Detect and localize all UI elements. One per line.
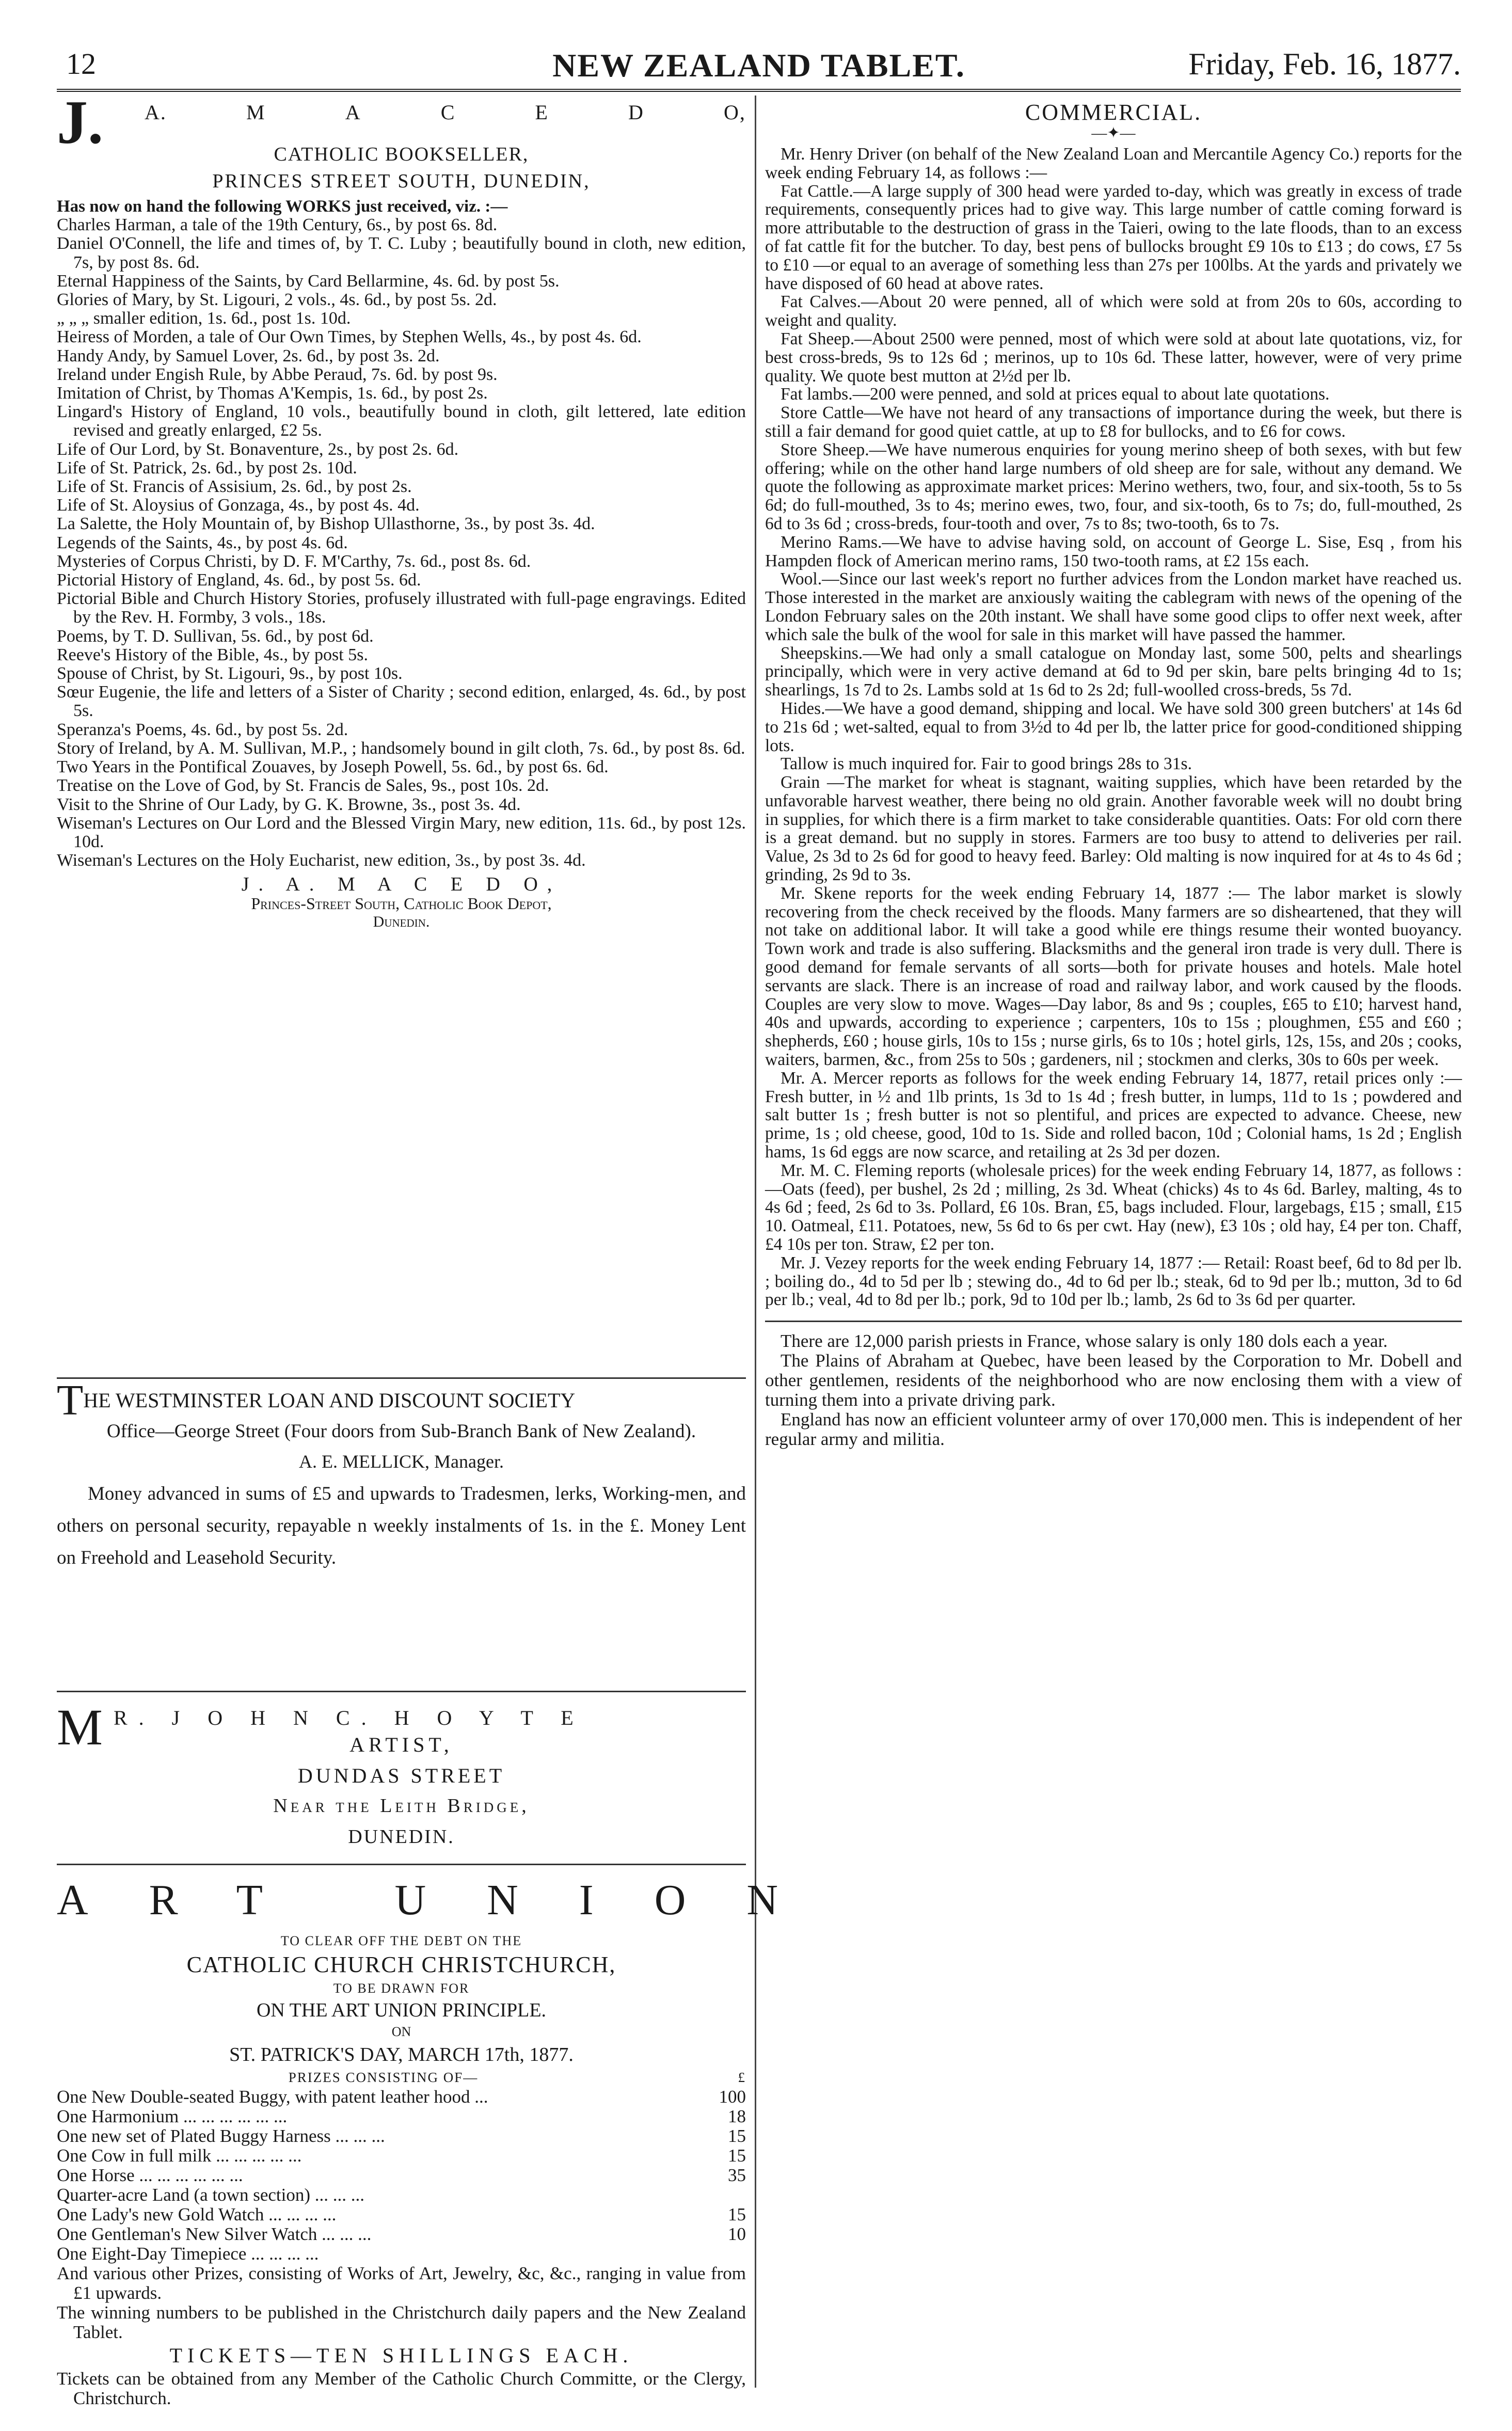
- name-letter: E: [535, 101, 549, 124]
- prize-name: One Harmonium ... ... ... ... ... ...: [57, 2107, 288, 2126]
- prize-name: One New Double-seated Buggy, with patent leather hood ...: [57, 2087, 488, 2107]
- commercial-heading: COMMERCIAL.: [1025, 100, 1202, 125]
- work-item: Two Years in the Pontifical Zouaves, by Joseph Powell, 5s. 6d., by post 6s. 6d.: [57, 757, 609, 777]
- divider: [765, 1321, 1462, 1322]
- prize-value: 10: [728, 2224, 746, 2244]
- prize-row: [57, 2244, 746, 2264]
- prize-row: [57, 2205, 746, 2225]
- work-item: Story of Ireland, by A. M. Sullivan, M.P., ; handsomely bound in gilt cloth, 7s. 6d., by post 8s. 6d.: [57, 738, 745, 758]
- prize-value: 35: [728, 2165, 746, 2185]
- name-letter: C: [440, 101, 456, 124]
- prize-value: [710, 2244, 746, 2264]
- macedo-name: [145, 100, 746, 124]
- art-union-tickets: TICKETS—TEN SHILLINGS EACH.: [169, 2344, 633, 2367]
- right-column: [765, 94, 1462, 1449]
- work-item: Reeve's History of the Bible, 4s., by post 5s.: [57, 645, 368, 664]
- work-item: Lingard's History of England, 10 vols., beautifully bound in cloth, gilt lettered, late edition revised and greatly enlarged, £2 5s.: [57, 402, 746, 440]
- work-item: Wiseman's Lectures on the Holy Eucharist, new edition, 3s., by post 3s. 4d.: [57, 851, 586, 870]
- prize-row: [57, 2146, 746, 2166]
- report-paragraph: Fat Cattle.—A large supply of 300 head were yarded to-day, which was greatly in excess of trade requirements, consequently prices had to give way. This large number of cattle coming forward is more attributable to the destruction of grass in the Taieri, owing to the late floods, than to an excess of fat cattle fit for the butcher. To day, best pens of bullocks brought £9 10s to £13 ; do cows, £7 5s to £10 —or equal to an average of something less than 27s per 100lbs. At the yards and privately we have disposed of 60 head at above rates.: [765, 181, 1462, 293]
- name-letter: M: [246, 101, 266, 124]
- macedo-advertisement: [57, 88, 746, 1364]
- works-intro: Has now on hand the following WORKS just received, viz. :—: [57, 197, 508, 216]
- art-union-various: And various other Prizes, consisting of Works of Art, Jewelry, &c, &c., ranging in value from £1 upwards.: [57, 2263, 746, 2303]
- work-item: „ „ „ smaller edition, 1s. 6d., post 1s. 10d.: [57, 309, 351, 328]
- prize-name: One Cow in full milk ... ... ... ... ...: [57, 2146, 302, 2166]
- macedo-trade: CATHOLIC BOOKSELLER,: [274, 144, 529, 165]
- report-paragraph: Merino Rams.—We have to advise having sold, on account of George L. Sise, Esq , from his Hampden flock of American merino rams, 150 two-tooth rams, at £2 15s each.: [765, 532, 1462, 570]
- work-item: Life of Our Lord, by St. Bonaventure, 2s., by post 2s. 6d.: [57, 439, 459, 459]
- westminster-advertisement: [57, 1368, 746, 1574]
- hoyte-name: R. J O H N C. H O Y T E: [114, 1706, 585, 1729]
- work-item: Eternal Happiness of the Saints, by Card Bellarmine, 4s. 6d. by post 5s.: [57, 271, 560, 291]
- art-union-title: ART UNION: [57, 1876, 839, 1924]
- prize-value: 15: [728, 2204, 746, 2225]
- hoyte-street: DUNDAS STREET: [297, 1764, 505, 1787]
- art-union-winning: The winning numbers to be published in the Christchurch daily papers and the New Zealand Tablet.: [57, 2302, 746, 2342]
- ornament-icon: —✦—: [1091, 124, 1136, 141]
- prize-row: [57, 2225, 746, 2244]
- prize-value: 100: [719, 2087, 746, 2107]
- art-union-obtain: Tickets can be obtained from any Member of the Catholic Church Committe, or the Clergy, Christchurch.: [57, 2369, 746, 2408]
- report-paragraph: Fat lambs.—200 were penned, and sold at prices equal to about late quotations.: [781, 385, 1330, 404]
- news-notes: [765, 1331, 1462, 1449]
- macedo-signature: J. A. M A C E D O,: [241, 873, 562, 896]
- prize-row: [57, 2126, 746, 2146]
- art-union-line: TO CLEAR OFF THE DEBT ON THE: [280, 1933, 522, 1948]
- name-letter: O,: [724, 101, 746, 124]
- report-paragraph: Grain —The market for wheat is stagnant, waiting supplies, which have been retarded by the unfavorable harvest weather, there being no old grain. Another favorable week will no doubt bring in supplies, for which there is a firm market to take considerable quantities. Oats: For old corn there is a great demand. but no supply in stores. Farmers are too busy to attend to deliveries per rail. Value, 2s 3d to 2s 6d for good to heavy feed. Barley: Old malting is now inquired for at 4s to 4s 6d ; grinding, 2s 9d to 3s.: [765, 773, 1462, 885]
- news-note: There are 12,000 parish priests in France, whose salary is only 180 dols each a year.: [781, 1331, 1388, 1352]
- work-item: Life of St. Francis of Assisium, 2s. 6d., by post 2s.: [57, 477, 412, 497]
- work-item: Heiress of Morden, a tale of Our Own Times, by Stephen Wells, 4s., by post 4s. 6d.: [57, 327, 642, 347]
- westminster-title: [57, 1376, 746, 1424]
- prizes-heading: PRIZES CONSISTING OF—: [288, 2070, 479, 2085]
- work-item: Poems, by T. D. Sullivan, 5s. 6d., by post 6d.: [57, 626, 374, 646]
- work-item: Legends of the Saints, 4s., by post 4s. 6d.: [57, 533, 348, 552]
- work-item: Ireland under Engish Rule, by Abbe Peraud, 7s. 6d. by post 9s.: [57, 364, 498, 384]
- divider: [57, 1691, 746, 1692]
- prize-row: [57, 2107, 746, 2126]
- work-item: Visit to the Shrine of Our Lady, by G. K. Browne, 3s., post 3s. 4d.: [57, 795, 521, 814]
- hoyte-artist: ARTIST,: [349, 1733, 453, 1756]
- art-union-line: ON: [391, 2024, 411, 2039]
- report-paragraph: Mr. Henry Driver (on behalf of the New Zealand Loan and Mercantile Agency Co.) reports for the week ending February 14, as follows :—: [765, 145, 1462, 182]
- works-list: [57, 197, 746, 931]
- work-item: Handy Andy, by Samuel Lover, 2s. 6d., by post 3s. 2d.: [57, 346, 440, 366]
- art-union-line: TO BE DRAWN FOR: [333, 1981, 470, 1996]
- hoyte-initial: M: [57, 1698, 103, 1756]
- name-letter: A: [345, 101, 361, 124]
- issue-date: Friday, Feb. 16, 1877.: [1188, 47, 1461, 81]
- column-divider: [755, 96, 756, 2388]
- work-item: Sœur Eugenie, the life and letters of a Sister of Charity ; second edition, enlarged, 4s. 6d., by post 5s.: [57, 682, 746, 721]
- prize-name: One Eight-Day Timepiece ... ... ... ...: [57, 2244, 319, 2264]
- work-item: Mysteries of Corpus Christi, by D. F. M'Carthy, 7s. 6d., post 8s. 6d.: [57, 551, 531, 571]
- art-union-advertisement: [57, 1854, 839, 2408]
- report-paragraph: Mr. Skene reports for the week ending February 14, 1877 :— The labor market is slowly recovering from the check received by the floods. Many farmers are so disheartened, that they will not take on additional labor. It will take a good while ere things resume their wonted buoyancy. Town work and trade is also suffering. Blacksmiths and the general iron trade is very dull. There is good demand for female servants of all sorts—both for private houses and hotels. Male hotel servants are slack. There is an increase of road and railway labor, and work caused by the floods. Couples are very slow to move. Wages—Day labor, 8s and 9s ; couples, £65 to £10; harvest hand, 40s and upwards, according to experience ; carpenters, 10s to 15s ; ploughmen, £55 and £60 ; shepherds, £60 ; house girls, 10s to 15s ; nurse girls, 6s to 10s ; hotel girls, 12s, 15s, and 20s ; cooks, waiters, barmen, &c., from 25s to 50s ; gardeners, nil ; stockmen and clerks, 30s to 60s per week.: [765, 883, 1462, 1070]
- macedo-address: PRINCES STREET SOUTH, DUNEDIN,: [212, 170, 591, 192]
- westminster-title-text: HE WESTMINSTER LOAN AND DISCOUNT SOCIETY: [83, 1389, 576, 1412]
- name-letter: A.: [145, 101, 167, 124]
- prize-row: [57, 2166, 746, 2185]
- art-union-principle: ON THE ART UNION PRINCIPLE.: [256, 1999, 547, 2021]
- prizes-heading-row: [57, 2068, 746, 2087]
- report-paragraph: Tallow is much inquired for. Fair to good brings 28s to 31s.: [781, 754, 1192, 774]
- report-paragraph: Sheepskins.—We had only a small catalogue on Monday last, some 500, pelts and shearlings principally, which were in very active demand at 6d to 9d per skin, bare pelts bringing 4d to 1s; shearlings, 1s 7d to 2s. Lambs sold at 1s 6d to 2s 2d; full-woolled cross-breds, 5s 7d.: [765, 643, 1462, 700]
- hoyte-city: DUNEDIN.: [348, 1826, 455, 1848]
- hoyte-block: [57, 1698, 746, 1851]
- page-number: 12: [66, 47, 96, 81]
- work-item: Life of St. Patrick, 2s. 6d., by post 2s. 10d.: [57, 458, 357, 478]
- prize-name: One Gentleman's New Silver Watch ... ... ...: [57, 2225, 372, 2244]
- prize-name: One Lady's new Gold Watch ... ... ... ...: [57, 2205, 337, 2225]
- westminster-initial: T: [57, 1376, 84, 1424]
- report-paragraph: Mr. J. Vezey reports for the week ending February 14, 1877 :— Retail: Roast beef, 6d to 8d per lb. ; boiling do., 4d to 5d per lb ; stewing do., 4d to 6d per lb.; steak, 6d to 9d per lb.; mutton, 3d to 6d per lb.; veal, 4d to 8d per lb.; pork, 9d to 10d per lb.; lamb, 2s 6d to 3s 6d per quarter.: [765, 1253, 1462, 1310]
- macedo-city: Dunedin.: [373, 913, 430, 930]
- divider: [57, 1377, 746, 1379]
- header-rule: [57, 89, 1461, 92]
- prize-value: 18: [728, 2106, 746, 2126]
- report-paragraph: Store Sheep.—We have numerous enquiries for young merino sheep of both sexes, with but few offering; while on the other hand large numbers of old sheep are for sale, without any demand. We quote the following as approximate market prices: Merino wethers, two, four, and six-tooth, 5s to 5s 6d; do full-mouthed, 3s to 4s; merino ewes, two, four, and six-tooth, 6s to 7s; do, full-mouthed, 2s 6d to 3s 6d ; cross-breds, four-tooth and over, 7s to 8s; two-tooth, 6s to 7s.: [765, 440, 1462, 533]
- divider: [57, 1864, 746, 1865]
- report-paragraph: Mr. M. C. Fleming reports (wholesale prices) for the week ending February 14, 1877, as follows :—Oats (feed), per bushel, 2s 2d ; milling, 2s 3d. Wheat (chicks) 4s to 4s 6d. Barley, malting, 4s to 4s 6d ; feed, 2s 6d to 3s. Pollard, £6 10s. Bran, £5, bags included. Flour, largebags, £15 ; small, £15 10. Oatmeal, £11. Potatoes, new, 5s 6d to 6s per cwt. Hay (new), £3 10s ; old hay, £4 per ton. Chaff, £4 10s per ton. Straw, £2 per ton.: [765, 1161, 1462, 1254]
- work-item: Pictorial Bible and Church History Stories, profusely illustrated with full-page engravings. Edited by the Rev. H. Formby, 3 vols., 18s.: [57, 589, 746, 627]
- prize-name: One new set of Plated Buggy Harness ... ... ...: [57, 2126, 385, 2146]
- prize-row: [57, 2087, 746, 2107]
- hoyte-advertisement: [57, 1681, 746, 1851]
- work-item: Spouse of Christ, by St. Ligouri, 9s., by post 10s.: [57, 664, 403, 684]
- work-item: Charles Harman, a tale of the 19th Century, 6s., by post 6s. 8d.: [57, 215, 498, 235]
- prize-name: Quarter-acre Land (a town section) ... ... ...: [57, 2185, 364, 2205]
- hoyte-location: Near the Leith Bridge,: [273, 1795, 530, 1817]
- name-letter: D: [628, 101, 644, 124]
- work-item: Imitation of Christ, by Thomas A'Kempis, 1s. 6d., by post 2s.: [57, 384, 488, 403]
- commercial-report: [765, 145, 1462, 1309]
- macedo-depot: Princes-Street South, Catholic Book Depot,: [251, 894, 552, 913]
- art-union-church: CATHOLIC CHURCH CHRISTCHURCH,: [186, 1952, 616, 1977]
- report-paragraph: Mr. A. Mercer reports as follows for the week ending February 14, 1877, retail prices only :—Fresh butter, in ½ and 1lb prints, 1s 3d to 1s 4d ; fresh butter, in lumps, 11d to 1s ; powdered and salt butter 1s ; fresh butter is not so plentiful, and prices are expected to advance. Cheese, new prime, 1s ; old cheese, good, 10d to 1s. Side and rolled bacon, 10d ; Colonial hams, 1s 2d ; English hams, 1s 6d eggs are now scarce, and retailing at 2s 3d per dozen.: [765, 1068, 1462, 1162]
- running-header: [57, 46, 1461, 88]
- westminster-body: Money advanced in sums of £5 and upwards to Tradesmen, lerks, Working-men, and others on personal security, repayable n weekly instalments of 1s. in the £. Money Lent on Freehold and Leasehold Security.: [57, 1483, 746, 1568]
- prize-name: One Horse ... ... ... ... ... ...: [57, 2166, 243, 2185]
- news-note: The Plains of Abraham at Quebec, have been leased by the Corporation to Mr. Dobell and other gentlemen, residents of the neighborhood who are now enclosing them with a view of turning them into a private driving park.: [765, 1350, 1462, 1410]
- westminster-manager: A. E. MELLICK, Manager.: [299, 1451, 504, 1472]
- westminster-office: Office—George Street (Four doors from Sub-Branch Bank of New Zealand).: [106, 1421, 696, 1442]
- masthead-title: NEW ZEALAND TABLET.: [552, 47, 965, 84]
- macedo-initial: J.: [57, 88, 103, 156]
- prize-value: 15: [728, 2146, 746, 2166]
- art-union-date: ST. PATRICK'S DAY, MARCH 17th, 1877.: [229, 2044, 574, 2065]
- currency-symbol: £: [738, 2070, 746, 2085]
- work-item: Speranza's Poems, 4s. 6d., by post 5s. 2d.: [57, 720, 348, 739]
- work-item: Life of St. Aloysius of Gonzaga, 4s., by post 4s. 4d.: [57, 496, 420, 515]
- news-note: England has now an efficient volunteer army of over 170,000 men. This is independent of her regular army and militia.: [765, 1409, 1462, 1450]
- work-item: La Salette, the Holy Mountain of, by Bishop Ullasthorne, 3s., by post 3s. 4d.: [57, 514, 595, 534]
- prize-value: 15: [728, 2126, 746, 2146]
- report-paragraph: Fat Calves.—About 20 were penned, all of which were sold at from 20s to 60s, according to weight and quality.: [765, 292, 1462, 330]
- report-paragraph: Hides.—We have a good demand, shipping and local. We have sold 300 green butchers' at 14s 6d to 21s 6d ; wet-salted, equal to from 3½d to 4d per lb, the latter price for good-conditioned shipping lots.: [765, 698, 1462, 755]
- work-item: Wiseman's Lectures on Our Lord and the Blessed Virgin Mary, new edition, 11s. 6d., by post 12s. 10d.: [57, 813, 746, 851]
- prize-row: [57, 2185, 746, 2205]
- work-item: Daniel O'Connell, the life and times of, by T. C. Luby ; beautifully bound in cloth, new edition, 7s, by post 8s. 6d.: [57, 234, 746, 272]
- work-item: Treatise on the Love of God, by St. Francis de Sales, 9s., post 10s. 2d.: [57, 776, 549, 796]
- work-item: Pictorial History of England, 4s. 6d., by post 5s. 6d.: [57, 570, 421, 590]
- prize-value: [710, 2185, 746, 2205]
- report-paragraph: Fat Sheep.—About 2500 were penned, most of which were sold at about late quotations, viz, for best cross-breds, 9s to 12s 6d ; merinos, up to 10s 6d. These latter, however, were of very prime quality. We quote best mutton at 2½d per lb.: [765, 329, 1462, 386]
- report-paragraph: Store Cattle—We have not heard of any transactions of importance during the week, but there is still a fair demand for good quiet cattle, at up to £8 for bullocks, and to £6 for cows.: [765, 403, 1462, 441]
- report-paragraph: Wool.—Since our last week's report no further advices from the London market have reached us. Those interested in the market are anxiously waiting the cablegram with news of the opening of the London February sales on the 20th instant. We shall have some good clips to offer next week, after which sale the bulk of the wool for sale in this market will have passed the hammer.: [765, 569, 1462, 644]
- work-item: Glories of Mary, by St. Ligouri, 2 vols., 4s. 6d., by post 5s. 2d.: [57, 290, 497, 310]
